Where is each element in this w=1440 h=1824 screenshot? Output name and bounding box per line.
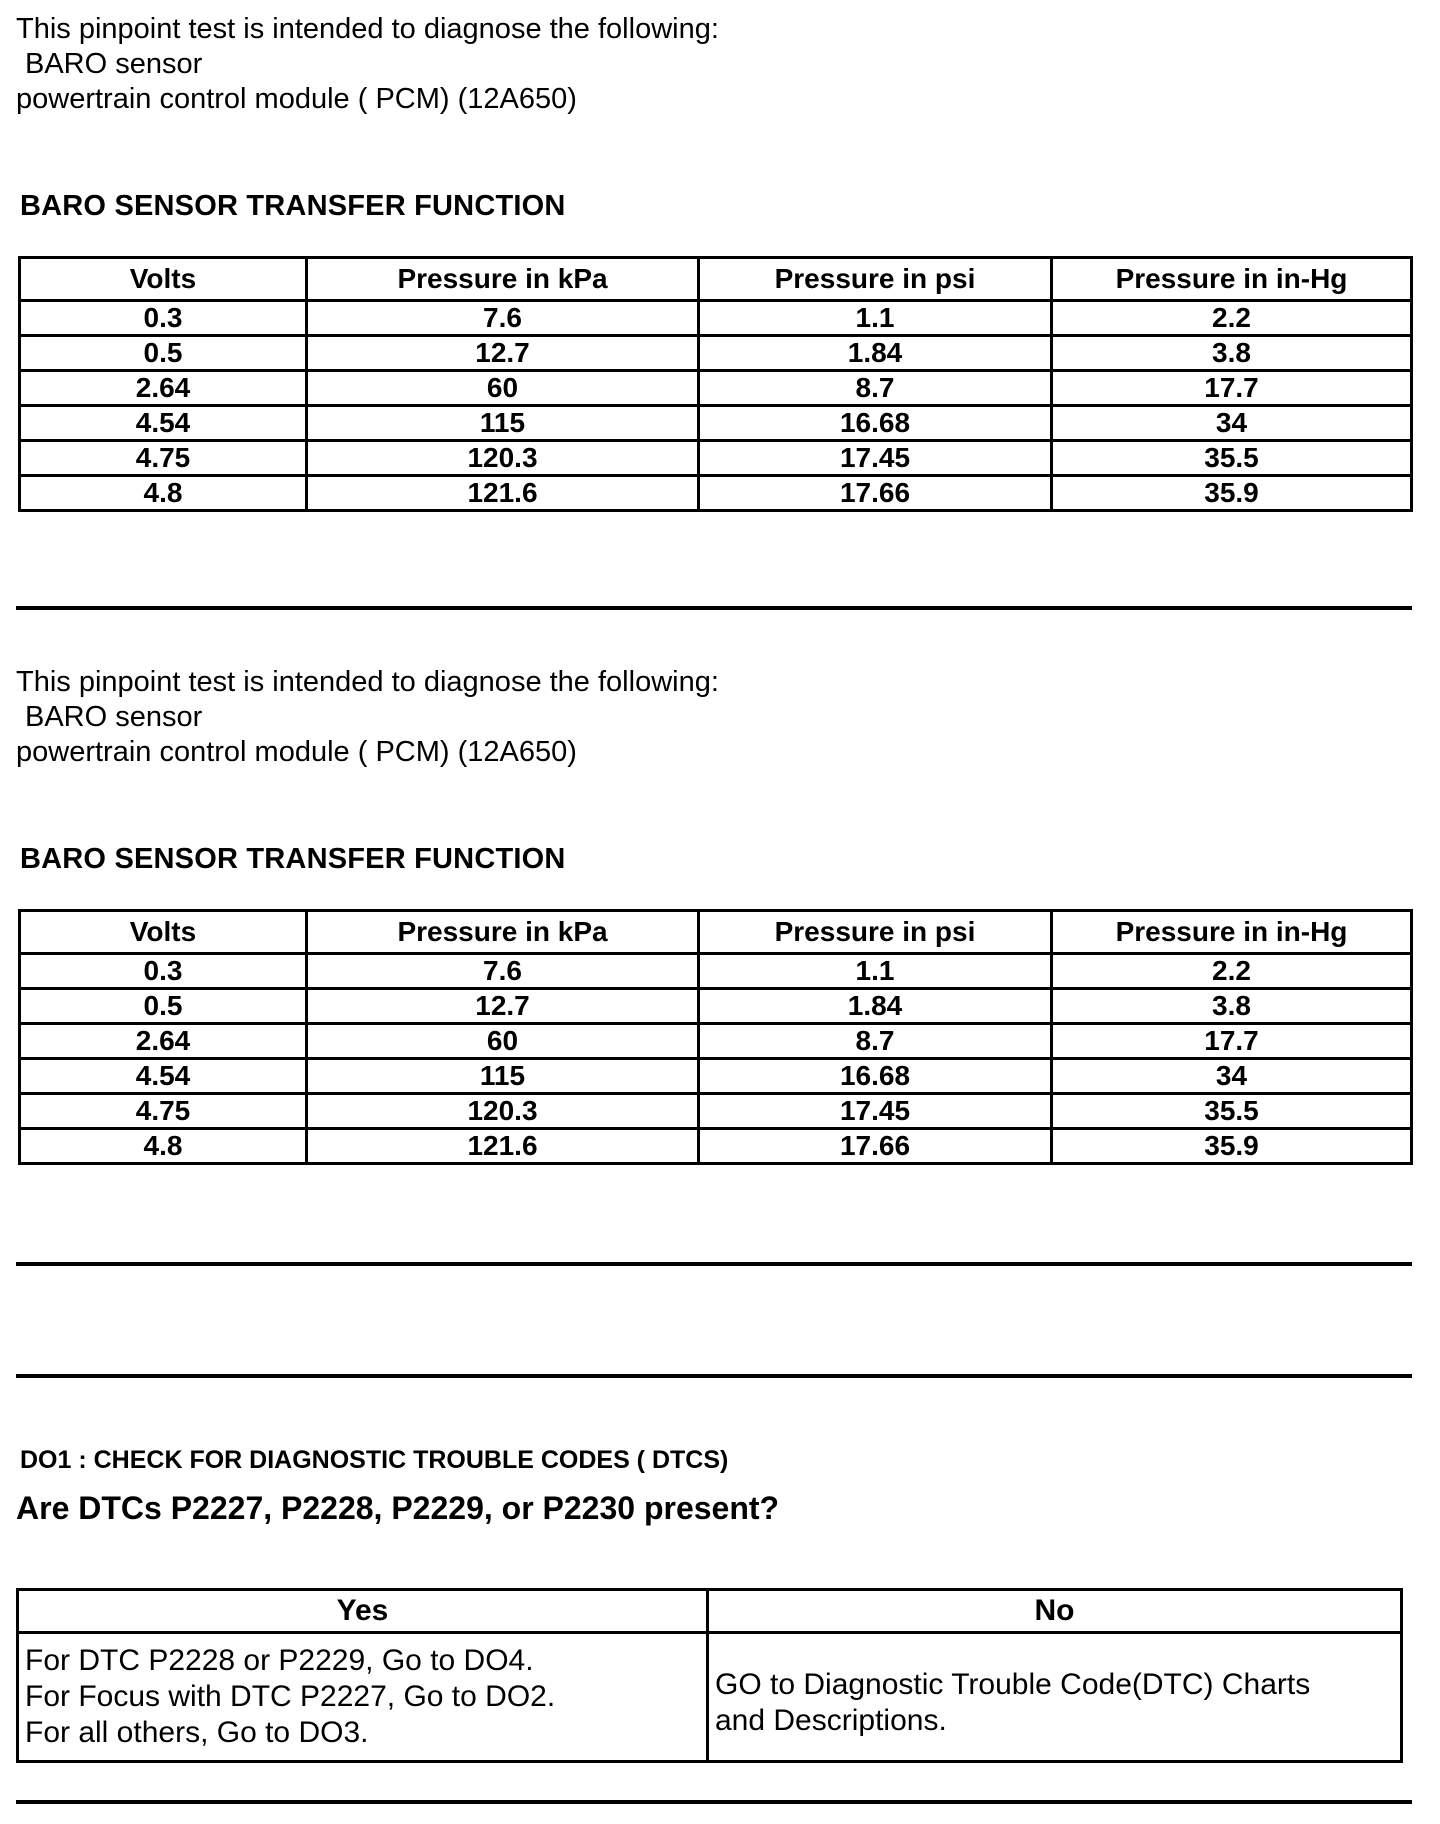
table-cell: 8.7 (699, 1024, 1052, 1059)
table-cell: 4.54 (20, 1059, 307, 1094)
table-cell: 35.9 (1052, 1129, 1412, 1164)
table-row (20, 989, 1412, 1024)
table-cell: 34 (1052, 406, 1412, 441)
table-cell: 17.66 (699, 476, 1052, 511)
intro-line: This pinpoint test is intended to diagnose the following: (16, 13, 719, 45)
table-cell: 60 (307, 371, 699, 406)
table-cell: 16.68 (699, 1059, 1052, 1094)
table-row (20, 954, 1412, 989)
yes-cell (18, 1633, 708, 1762)
intro-line: BARO sensor (25, 701, 203, 733)
table-header-row (20, 911, 1412, 954)
no-cell (708, 1633, 1402, 1762)
table-cell: 121.6 (307, 476, 699, 511)
table-cell: 4.75 (20, 441, 307, 476)
yes-instruction: For all others, Go to DO3. (25, 1716, 369, 1749)
intro-text-1 (16, 12, 719, 117)
table-cell: 0.5 (20, 989, 307, 1024)
table-row (20, 1059, 1412, 1094)
table-cell: 7.6 (307, 301, 699, 336)
table-row (20, 371, 1412, 406)
table-row (20, 441, 1412, 476)
column-header: Pressure in in-Hg (1052, 911, 1412, 954)
table-cell: 115 (307, 1059, 699, 1094)
column-header: Volts (20, 911, 307, 954)
divider (16, 606, 1412, 610)
table-header-row (20, 258, 1412, 301)
table-row (20, 476, 1412, 511)
column-header: Pressure in in-Hg (1052, 258, 1412, 301)
table-cell: 35.5 (1052, 441, 1412, 476)
table-cell: 2.2 (1052, 301, 1412, 336)
intro-line: powertrain control module ( PCM) (12A650) (16, 83, 577, 115)
table-cell: 8.7 (699, 371, 1052, 406)
intro-line: powertrain control module ( PCM) (12A650) (16, 736, 577, 768)
table-row (20, 301, 1412, 336)
yes-no-table (16, 1588, 1403, 1763)
table-cell: 120.3 (307, 441, 699, 476)
table-cell: 0.5 (20, 336, 307, 371)
table-row (20, 1094, 1412, 1129)
transfer-function-table-2 (18, 909, 1413, 1165)
table-cell: 1.1 (699, 954, 1052, 989)
column-header: Pressure in kPa (307, 911, 699, 954)
table-cell: 0.3 (20, 954, 307, 989)
table-cell: 17.7 (1052, 371, 1412, 406)
no-header: No (708, 1590, 1402, 1633)
do1-question: Are DTCs P2227, P2228, P2229, or P2230 present? (16, 1490, 780, 1526)
table-cell: 1.84 (699, 989, 1052, 1024)
table-row (20, 1129, 1412, 1164)
table-cell: 17.66 (699, 1129, 1052, 1164)
intro-text-2 (16, 665, 719, 770)
intro-line: This pinpoint test is intended to diagnose the following: (16, 666, 719, 698)
table-cell: 16.68 (699, 406, 1052, 441)
table-cell: 3.8 (1052, 989, 1412, 1024)
column-header: Pressure in psi (699, 911, 1052, 954)
column-header: Pressure in psi (699, 258, 1052, 301)
table-header-row (18, 1590, 1402, 1633)
table-cell: 2.64 (20, 1024, 307, 1059)
yes-instruction: For DTC P2228 or P2229, Go to DO4. (25, 1644, 534, 1677)
table-cell: 3.8 (1052, 336, 1412, 371)
column-header: Volts (20, 258, 307, 301)
table-cell: 1.1 (699, 301, 1052, 336)
table-cell: 2.64 (20, 371, 307, 406)
table-row (20, 336, 1412, 371)
yes-instruction: For Focus with DTC P2227, Go to DO2. (25, 1680, 556, 1713)
table-cell: 4.8 (20, 1129, 307, 1164)
table-cell: 4.54 (20, 406, 307, 441)
table-row (20, 1024, 1412, 1059)
table-cell: 4.75 (20, 1094, 307, 1129)
table-cell: 17.7 (1052, 1024, 1412, 1059)
table-cell: 115 (307, 406, 699, 441)
transfer-function-table-1 (18, 256, 1413, 512)
table-cell: 17.45 (699, 441, 1052, 476)
divider (16, 1262, 1412, 1266)
table-cell: 35.5 (1052, 1094, 1412, 1129)
yes-header: Yes (18, 1590, 708, 1633)
table-cell: 7.6 (307, 954, 699, 989)
table-cell: 35.9 (1052, 476, 1412, 511)
section-title-1: BARO SENSOR TRANSFER FUNCTION (20, 190, 566, 222)
table-row (20, 406, 1412, 441)
table-cell: 4.8 (20, 476, 307, 511)
table-row (18, 1633, 1402, 1762)
table-cell: 1.84 (699, 336, 1052, 371)
table-cell: 60 (307, 1024, 699, 1059)
section-title-2: BARO SENSOR TRANSFER FUNCTION (20, 843, 566, 875)
table-cell: 34 (1052, 1059, 1412, 1094)
column-header: Pressure in kPa (307, 258, 699, 301)
table-cell: 121.6 (307, 1129, 699, 1164)
divider (16, 1374, 1412, 1378)
table-cell: 2.2 (1052, 954, 1412, 989)
do1-title: DO1 : CHECK FOR DIAGNOSTIC TROUBLE CODES ( DTCS) (20, 1446, 729, 1474)
no-instruction: and Descriptions. (715, 1704, 947, 1737)
table-cell: 120.3 (307, 1094, 699, 1129)
table-cell: 12.7 (307, 989, 699, 1024)
divider (16, 1800, 1412, 1804)
no-instruction: GO to Diagnostic Trouble Code(DTC) Charts (715, 1668, 1311, 1701)
intro-line: BARO sensor (25, 48, 203, 80)
table-cell: 17.45 (699, 1094, 1052, 1129)
table-cell: 0.3 (20, 301, 307, 336)
table-cell: 12.7 (307, 336, 699, 371)
